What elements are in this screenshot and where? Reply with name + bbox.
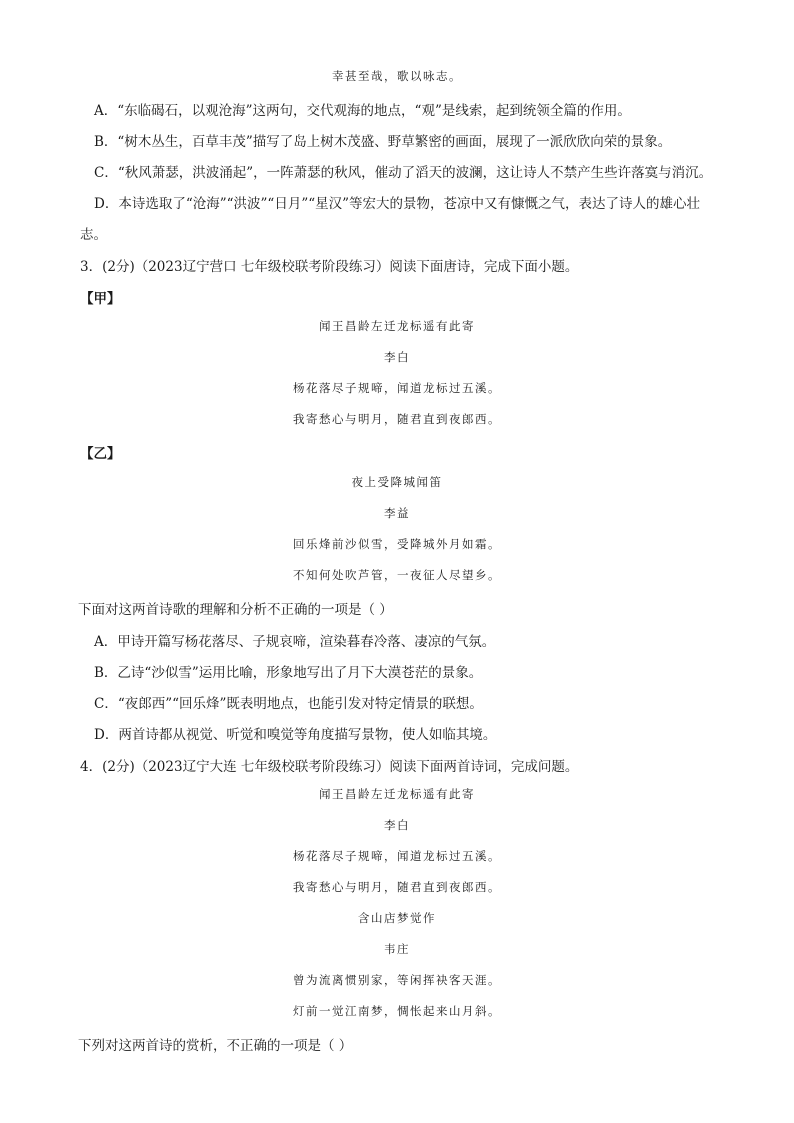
option-c: C．“夜郎西”“回乐烽”既表明地点，也能引发对特定情景的联想。 (94, 696, 483, 712)
poem-author: 李益 (384, 506, 410, 520)
poem-author: 韦庄 (384, 942, 410, 956)
poem-line: 不知何处吹芦管，一夜征人尽望乡。 (293, 568, 501, 582)
option-a: A．甲诗开篇写杨花落尽、子规哀啼，渲染暮春冷落、凄凉的气氛。 (94, 634, 496, 650)
option-d: D．两首诗都从视觉、听觉和嗅觉等角度描写景物，使人如临其境。 (94, 727, 497, 743)
poem-line: 幸甚至哉，歌以咏志。 (332, 69, 462, 83)
question-4-stem: 下列对这两首诗的赏析，不正确的一项是（ ） (78, 1038, 353, 1054)
question-3-header: 3．(2分)（2023辽宁营口 七年级校联考阶段练习）阅读下面唐诗，完成下面小题。 (80, 259, 579, 275)
option-d: D．本诗选取了“沧海”“洪波”“日月”“星汉”等宏大的景物，苍凉中又有慷慨之气，表达了诗人的雄心壮 (94, 196, 701, 212)
poem-line: 曾为流离惯别家，等闲挥袂客天涯。 (293, 973, 501, 987)
option-c: C．“秋风萧瑟，洪波涌起”，一阵萧瑟的秋风，催动了滔天的波澜，这让诗人不禁产生些许落寞与消沉。 (94, 165, 713, 181)
poem-title: 夜上受降城闻笛 (351, 475, 443, 489)
section-tag-yi: 【乙】 (80, 446, 121, 462)
section-tag-jia: 【甲】 (80, 291, 121, 307)
poem-line: 我寄愁心与明月，随君直到夜郎西。 (293, 880, 501, 894)
poem-line: 杨花落尽子规啼，闻道龙标过五溪。 (293, 849, 501, 863)
poem-author: 李白 (384, 818, 410, 832)
poem-title: 闻王昌龄左迁龙标遥有此寄 (319, 319, 475, 333)
poem-line: 灯前一觉江南梦，惆怅起来山月斜。 (293, 1004, 501, 1018)
poem-title: 含山店梦觉作 (358, 911, 436, 925)
question-3-stem: 下面对这两首诗歌的理解和分析不正确的一项是（ ） (78, 602, 393, 618)
poem-title: 闻王昌龄左迁龙标遥有此寄 (319, 787, 475, 801)
option-b: B．乙诗“沙似雪”运用比喻，形象地写出了月下大漠苍茫的景象。 (94, 665, 483, 681)
option-b: B．“树木丛生，百草丰茂”描写了岛上树木茂盛、野草繁密的画面，展现了一派欣欣向荣的景象。 (94, 134, 672, 150)
option-d-continued: 志。 (80, 227, 107, 243)
poem-line: 我寄愁心与明月，随君直到夜郎西。 (293, 412, 501, 426)
option-a: A．“东临碣石，以观沧海”这两句，交代观海的地点，“观”是线索，起到统领全篇的作用。 (94, 103, 631, 119)
poem-line: 杨花落尽子规啼，闻道龙标过五溪。 (293, 381, 501, 395)
poem-line: 回乐烽前沙似雪，受降城外月如霜。 (293, 537, 501, 551)
poem-author: 李白 (384, 350, 410, 364)
question-4-header: 4．(2分)（2023辽宁大连 七年级校联考阶段练习）阅读下面两首诗词，完成问题。 (80, 759, 579, 775)
